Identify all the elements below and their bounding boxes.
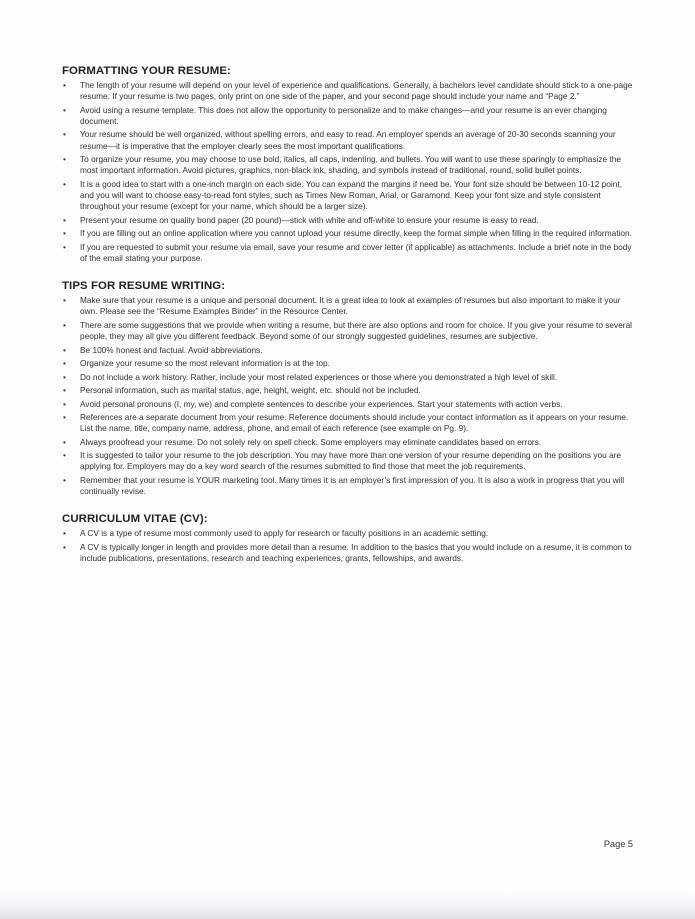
list-item <box>62 295 634 317</box>
list-item-text: There are some suggestions that we provide when writing a resume, but there are also options and room for choice. If you give your resume to several people, they may all give you different feedback. Beyond some of our strongly suggested guidelines, resumes are subjective. <box>80 319 633 342</box>
list-item-text: Present your resume on quality bond paper (20 pound)—stick with white and off-white to ensure your resume is easy to read. <box>80 214 539 225</box>
list-item-text: Your resume should be well organized, without spelling errors, and easy to read. An employer spends an average of 20-30 seconds scanning your resume—it is imperative that the employer clearly sees the most important qualifications. <box>80 129 616 151</box>
section-title-cv: CURRICULUM VITAE (CV): <box>62 513 208 526</box>
bullet-dot: • <box>63 129 66 140</box>
list-item <box>62 242 634 264</box>
list-item <box>62 542 634 564</box>
scan-edge-shadow <box>0 893 695 919</box>
section-title-tips: TIPS FOR RESUME WRITING: <box>62 280 226 293</box>
list-item-text: It is suggested to tailor your resume to the job description. You may have more than one version of your resume depending on the positions you are applying for. Employers may do a key word search of the resumes submitted to find those that meet the job requirements. <box>80 450 622 472</box>
list-item-text: A CV is typically longer in length and provides more detail than a resume. In addition to the basics that you would include on a resume, it is common to include publications, presentations, research and teaching experiences, grants, fellowships, and awards. <box>80 541 632 564</box>
bullet-dot: • <box>63 412 66 423</box>
bullet-dot: • <box>63 228 66 239</box>
list-item <box>62 129 634 151</box>
list-item <box>62 450 634 472</box>
list-item <box>62 320 634 342</box>
bullet-dot: • <box>63 436 66 447</box>
list-item-text: Avoid using a resume template. This does not allow the opportunity to personalize and to make changes—and your resume is an ever changing document. <box>80 104 607 126</box>
page-number: Page 5 <box>603 839 633 849</box>
list-item <box>62 228 634 239</box>
bullet-dot: • <box>63 295 66 306</box>
bullet-list-formatting <box>62 80 634 264</box>
bullet-dot: • <box>63 450 66 461</box>
list-item-text: References are a separate document from your resume. Reference documents should include your contact information as it appears on your resume. List the name, title, company name, address, phone, and email of each reference (see example on Pg. 9). <box>80 412 629 434</box>
bullet-dot: • <box>63 241 66 252</box>
list-item-text: Do not include a work history. Rather, include your most related experiences or those where you demonstrated a high level of skill. <box>80 371 558 382</box>
list-item <box>62 372 634 383</box>
page-content <box>62 64 634 579</box>
list-item-text: If you are requested to submit your resume via email, save your resume and cover letter (if applicable) as attachments. Include a brief note in the body of the email stating your purpose. <box>80 241 632 263</box>
bullet-dot: • <box>63 541 66 552</box>
bullet-dot: • <box>63 104 66 115</box>
list-item-text: Make sure that your resume is a unique and personal document. It is a great idea to look at examples of resumes but also important to make it your own. Please see the “Resume Examples Binder” in the Resource Center. <box>80 295 621 317</box>
section-formatting <box>62 64 634 264</box>
list-item <box>62 215 634 226</box>
bullet-dot: • <box>63 358 66 369</box>
bullet-dot: • <box>63 178 66 189</box>
list-item <box>62 475 634 497</box>
list-item <box>62 399 634 410</box>
section-tips <box>62 279 634 497</box>
list-item-text: Personal information, such as marital status, age, height, weight, etc. should not be included. <box>80 385 421 396</box>
list-item <box>62 179 634 213</box>
bullet-dot: • <box>63 398 66 409</box>
list-item <box>62 412 634 434</box>
bullet-dot: • <box>63 319 66 330</box>
list-item-text: Be 100% honest and factual. Avoid abbreviations. <box>80 344 263 355</box>
bullet-dot: • <box>63 214 66 225</box>
list-item-text: If you are filling out an online application where you cannot upload your resume directly, keep the format simple when filling in the required information. <box>80 228 632 239</box>
list-item-text: A CV is a type of resume most commonly used to apply for research or faculty positions in an academic setting. <box>80 528 489 539</box>
list-item-text: Always proofread your resume. Do not solely rely on spell check. Some employers may eliminate candidates based on errors. <box>80 436 542 447</box>
list-item-text: Organize your resume so the most relevant information is at the top. <box>80 358 330 369</box>
list-item-text: It is a good idea to start with a one-inch margin on each side. You can expand the margins if need be. Your font size should be between 10-12 point, and you will want to choose easy-to-read font styles, such as Times New Roman, Arial, or Garamond. Keep your font size and style consistent throughout your resume (except for your name, which should be a larger size). <box>80 178 622 212</box>
list-item <box>62 358 634 369</box>
list-item <box>62 105 634 127</box>
list-item-text: To organize your resume, you may choose to use bold, italics, all caps, indenting, and bullets. You will want to use these sparingly to emphasize the most important information. Avoid pictures, graphics, non-black ink, shading, and symbols instead of traditional, round, solid bullet points. <box>80 154 621 176</box>
section-title-formatting: FORMATTING YOUR RESUME: <box>62 65 231 77</box>
bullet-dot: • <box>63 528 66 539</box>
list-item <box>62 528 634 539</box>
bullet-dot: • <box>63 154 66 165</box>
bullet-list-cv <box>62 528 634 564</box>
list-item <box>62 345 634 356</box>
section-cv <box>62 512 634 564</box>
list-item-text: Avoid personal pronouns (I, my, we) and complete sentences to describe your experiences. Start your statements with action verbs. <box>80 398 563 409</box>
list-item <box>62 385 634 396</box>
bullet-dot: • <box>63 474 66 485</box>
list-item-text: The length of your resume will depend on your level of experience and qualifications. Generally, a bachelors level candidate should stick to a one-page resume. If your resume is two pages, only print on one side of the paper, and your second page should include your name and “Page 2.” <box>80 80 633 102</box>
list-item <box>62 154 634 176</box>
bullet-list-tips <box>62 295 634 497</box>
bullet-dot: • <box>63 371 66 382</box>
list-item-text: Remember that your resume is YOUR marketing tool. Many times it is an employer’s first impression of you. It is also a work in progress that you will continually revise. <box>80 474 625 497</box>
list-item <box>62 437 634 448</box>
bullet-dot: • <box>63 344 66 355</box>
bullet-dot: • <box>63 80 66 90</box>
bullet-dot: • <box>63 385 66 396</box>
list-item <box>62 80 634 102</box>
